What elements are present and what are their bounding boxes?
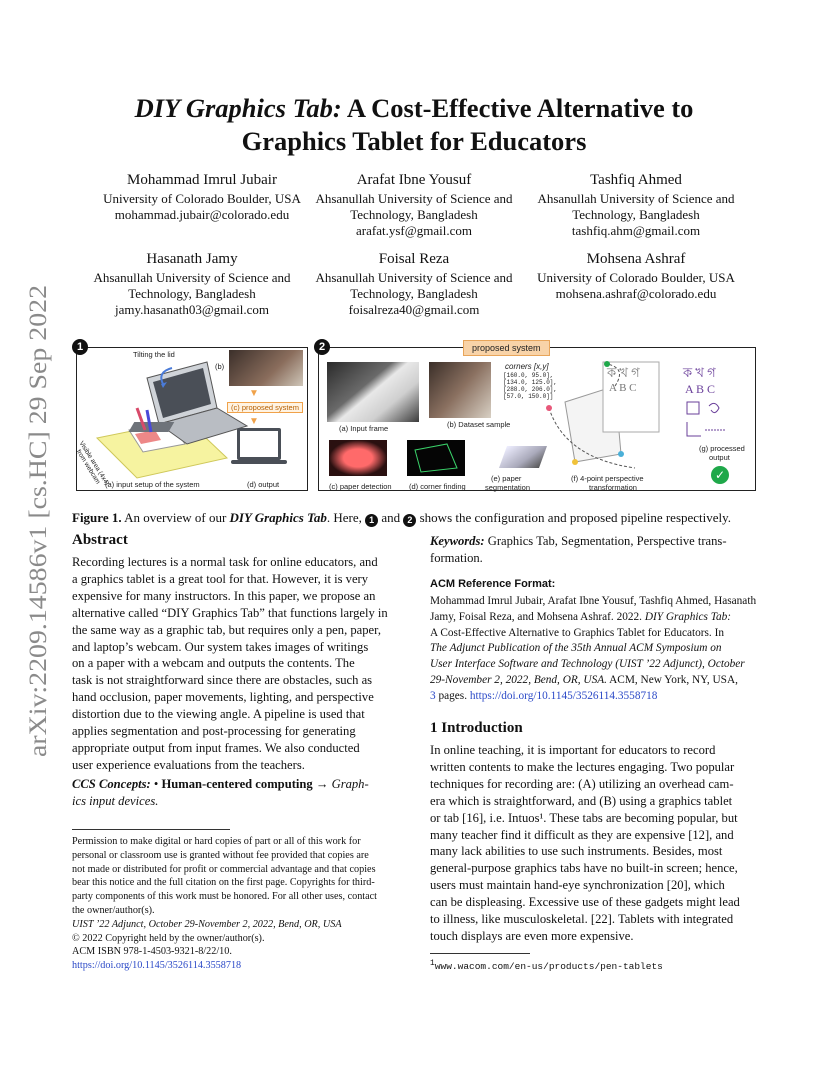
visible-area-label: Visible area (4x4) from webcam	[74, 440, 111, 487]
intro-line: to illness, like musculoskeletal. [22]. Tablets with integrated	[430, 912, 734, 927]
keywords	[430, 533, 758, 567]
keywords-text-cont: formation.	[430, 550, 483, 565]
acm-ref-line: pages.	[435, 689, 470, 702]
author-block	[72, 250, 312, 318]
footnote-rule	[430, 953, 530, 954]
permission-venue: UIST ’22 Adjunct, October 29-November 2, 2022, Bend, OR, USA	[72, 918, 342, 930]
permission-line: party components of this work must be honored. For all other uses, contact	[72, 891, 377, 903]
introduction-body	[430, 742, 758, 945]
abstract-line: the same way as a graphic tab, but requires only a pen, paper,	[72, 622, 381, 637]
author-block	[294, 250, 534, 318]
intro-line: users must maintain hand-eye synchronization [20], which	[430, 878, 725, 893]
author-affiliation: Technology, Bangladesh	[350, 286, 478, 301]
ccs-label: CCS Concepts:	[72, 777, 151, 791]
photo-laptop-webcam	[229, 350, 303, 386]
intro-line: era which is straightforward, and (B) using a graphics tablet	[430, 793, 733, 808]
label-b: (b)	[215, 362, 225, 371]
corner-value: [57.0, 150.0]]	[503, 393, 554, 400]
permission-line: the owner/author(s).	[72, 904, 155, 916]
intro-line: can be displeasing. Excessive use of these gadgets might lead	[430, 895, 740, 910]
figure-caption	[72, 510, 762, 527]
permission-line: bear this notice and the full citation on the first page. Copyrights for third-	[72, 877, 375, 889]
abstract-line: and laptop’s webcam. Our system takes images of writings	[72, 639, 369, 654]
footnote-mark: 1	[430, 959, 435, 968]
proposed-system-label: proposed system	[463, 340, 550, 356]
abstract-line: alternative called “DIY Graphics Tab” that functions largely in	[72, 605, 388, 620]
caption-text: shows the configuration and proposed pipeline respectively.	[416, 510, 732, 525]
abstract-line: expensive for many instructors. In this paper, we propose an	[72, 588, 376, 603]
title-rest: A Cost-Effective Alternative to	[341, 93, 694, 123]
acm-doi-link[interactable]: https://doi.org/10.1145/3526114.3558718	[469, 689, 658, 702]
author-affiliation: University of Colorado Boulder, USA	[537, 270, 735, 285]
abstract-heading: Abstract	[72, 532, 128, 548]
caption-a: (a) input setup of the system	[105, 480, 200, 489]
permission-line: personal or classroom use is granted without fee provided that copies are	[72, 849, 369, 861]
permission-copyright: © 2022 Copyright held by the owner/author(s).	[72, 932, 265, 944]
author-email: arafat.ysf@gmail.com	[356, 223, 472, 238]
author-affiliation: University of Colorado Boulder, USA	[103, 191, 301, 206]
handwriting-bengali: ক খ গ	[607, 365, 640, 380]
abstract-line: on a paper with a webcam and outputs the contents. The	[72, 656, 355, 671]
acm-ref-venue: 29-November 2, 2022, Bend, OR, USA.	[430, 673, 607, 686]
author-affiliation: Ahsanullah University of Science and	[315, 270, 513, 285]
caption-text: and	[378, 510, 404, 525]
intro-line: In online teaching, it is important for educators to record	[430, 743, 716, 757]
author-name: Foisal Reza	[378, 251, 450, 267]
acm-ref-title: DIY Graphics Tab:	[644, 610, 732, 623]
caption-badge-1: 1	[365, 514, 378, 527]
pipeline-caption-g1: (g) processed	[699, 444, 745, 453]
author-name: Hasanath Jamy	[146, 251, 238, 267]
ccs-subconcept: Graph-	[331, 777, 369, 791]
footnote	[430, 959, 663, 972]
intro-line: many lack abilities to use such instruments. Besides, most	[430, 844, 723, 859]
tilting-label: Tilting the lid	[133, 350, 175, 359]
photo-corner-finding	[407, 440, 465, 476]
intro-line: techniques for recording are: (A) utilizing an overhead cam-	[430, 776, 734, 791]
author-block	[516, 250, 756, 302]
author-block	[516, 171, 756, 239]
caption-emph: DIY Graphics Tab	[229, 510, 327, 525]
caption-badge-2: 2	[403, 514, 416, 527]
proposed-system-small: (c) proposed system	[227, 402, 303, 413]
abstract-line: distortion due to the viewing angle. A pipeline is used that	[72, 707, 365, 722]
intro-line: or tab [16], i.e. Intuos¹. These tabs are becoming popular, but	[430, 810, 738, 825]
intro-line: written contents to make the lectures engaging. Two popular	[430, 759, 735, 774]
acm-ref-body	[430, 594, 758, 705]
abstract-line: applies segmentation and post-processing for generating	[72, 724, 356, 739]
paper-title	[60, 92, 768, 158]
badge-2: 2	[314, 339, 330, 355]
caption-text: An overview of our	[121, 510, 230, 525]
acm-ref-venue: User Interface Software and Technology (UIST ’22 Adjunct), October	[430, 658, 745, 671]
pipeline-caption-f2: transformation	[589, 483, 637, 492]
pipeline-caption-a: (a) Input frame	[339, 424, 389, 433]
intro-line: many teacher find it difficult as they are expensive [12], and	[430, 827, 734, 842]
corners-title: corners [x,y]	[505, 362, 549, 371]
author-affiliation: Ahsanullah University of Science and	[315, 191, 513, 206]
abstract-line: Recording lectures is a normal task for online educators, and	[72, 555, 378, 569]
arrow-down-icon: ▼	[249, 388, 259, 399]
intro-line: touch displays are even more expensive.	[430, 928, 634, 943]
permission-block	[72, 835, 398, 973]
acm-ref-line: Mohammad Imrul Jubair, Arafat Ibne Yousuf, Tashfiq Ahmed, Hasanath	[430, 595, 757, 607]
footnote-text: www.wacom.com/en-us/products/pen-tablets	[434, 961, 663, 973]
permission-isbn: ACM ISBN 978-1-4503-9321-8/22/10.	[72, 946, 232, 958]
author-affiliation: Technology, Bangladesh	[572, 207, 700, 222]
author-email: mohsena.ashraf@colorado.edu	[555, 286, 717, 301]
abstract-line: a graphics tablet is a great tool for that. However, it is very	[72, 571, 369, 586]
footnote-rule	[72, 829, 230, 830]
author-email: jamy.hasanath03@gmail.com	[114, 302, 270, 317]
caption-d: (d) output	[247, 480, 280, 489]
acm-ref-venue: The Adjunct Publication of the 35th Annual ACM Symposium on	[430, 642, 722, 655]
author-email: tashfiq.ahm@gmail.com	[571, 223, 701, 238]
author-email: mohammad.jubair@colorado.edu	[114, 207, 290, 222]
laptop-base	[231, 460, 287, 464]
page-count-link[interactable]: 3	[430, 689, 436, 702]
figure-panel-setup	[76, 347, 308, 491]
pipeline-caption-f1: (f) 4-point perspective	[571, 474, 644, 483]
acm-ref-heading: ACM Reference Format:	[430, 578, 556, 590]
ccs-arrow: →	[312, 777, 332, 791]
author-affiliation: Ahsanullah University of Science and	[93, 270, 291, 285]
title-line2: Graphics Tablet for Educators	[241, 126, 587, 156]
photo-input-frame	[327, 362, 419, 422]
output-laptop-icon	[237, 428, 281, 460]
caption-text: . Here,	[326, 510, 366, 525]
abstract-body	[72, 554, 398, 774]
ccs-bullet: •	[150, 777, 162, 791]
keywords-label: Keywords:	[430, 534, 485, 548]
author-name: Mohammad Imrul Jubair	[127, 172, 277, 188]
pipeline-caption-b: (b) Dataset sample	[447, 420, 511, 429]
badge-1: 1	[72, 339, 88, 355]
output-latin: A B C	[685, 382, 716, 396]
author-name: Mohsena Ashraf	[586, 251, 686, 267]
title-italic: DIY Graphics Tab:	[134, 93, 342, 123]
author-affiliation: Ahsanullah University of Science and	[537, 191, 735, 206]
pipeline-caption-c: (c) paper detection	[329, 482, 392, 491]
acm-ref-line: ACM, New York, NY, USA,	[606, 673, 738, 686]
pipeline-caption-d: (d) corner finding	[409, 482, 466, 491]
figure-label: Figure 1.	[72, 510, 122, 525]
figure-panel-pipeline	[318, 343, 756, 492]
photo-paper-segmentation	[499, 446, 547, 468]
photo-paper-detection	[329, 440, 387, 476]
arxiv-stamp	[22, 285, 54, 757]
abstract-line: appropriate output from input frames. We also conducted	[72, 740, 360, 755]
intro-line: general-purpose graphics tabs have no built-in screen; hence,	[430, 861, 738, 876]
keywords-text: Graphics Tab, Segmentation, Perspective trans-	[484, 534, 727, 548]
photo-dataset-sample	[429, 362, 491, 418]
pipeline-caption-g2: output	[709, 453, 730, 462]
permission-line: Permission to make digital or hard copies of part or all of this work for	[72, 836, 361, 847]
author-name: Tashfiq Ahmed	[590, 172, 682, 188]
introduction-heading: 1 Introduction	[430, 720, 523, 736]
output-bengali: ক খ গ	[683, 365, 716, 380]
figure-1	[72, 339, 756, 492]
perspective-transform-illustration	[545, 358, 665, 474]
permission-line: not made or distributed for profit or commercial advantage and that copies	[72, 863, 376, 875]
author-name: Arafat Ibne Yousuf	[356, 172, 472, 188]
handwriting-latin: A B C	[609, 382, 637, 394]
abstract-line: task is not straightforward since there are obstacles, such as	[72, 673, 373, 688]
ccs-concept: Human-centered computing	[161, 777, 313, 791]
author-affiliation: Technology, Bangladesh	[128, 286, 256, 301]
abstract-line: hand occlusion, paper movements, lighting, and perspective	[72, 690, 374, 705]
output-shapes	[685, 400, 745, 440]
arrow-down-icon: ▼	[249, 416, 259, 427]
author-block	[82, 171, 322, 223]
ccs-subconcept-end: ics input devices.	[72, 793, 159, 808]
abstract-line: user experience evaluations from the teachers.	[72, 757, 305, 772]
corner-value: [288.0, 206.0],	[503, 386, 558, 393]
author-affiliation: Technology, Bangladesh	[350, 207, 478, 222]
check-icon: ✓	[711, 466, 729, 484]
ccs-concepts	[72, 776, 402, 810]
pipeline-caption-e2: segmentation	[485, 483, 531, 492]
pipeline-caption-e1: (e) paper	[491, 474, 522, 483]
author-block	[294, 171, 534, 239]
author-email: foisalreza40@gmail.com	[348, 302, 480, 317]
acm-ref-line: Jamy, Foisal Reza, and Mohsena Ashraf. 2022.	[430, 610, 645, 623]
arxiv-stamp-text: arXiv:2209.14586v1 [cs.HC] 29 Sep 2022	[25, 333, 52, 757]
corner-value: [160.0, 95.0],	[503, 372, 554, 379]
permission-doi-link[interactable]: https://doi.org/10.1145/3526114.3558718	[72, 960, 242, 972]
acm-ref-line: A Cost-Effective Alternative to Graphics Tablet for Educators. In	[430, 626, 724, 639]
corner-value: [134.0, 125.0],	[503, 379, 558, 386]
